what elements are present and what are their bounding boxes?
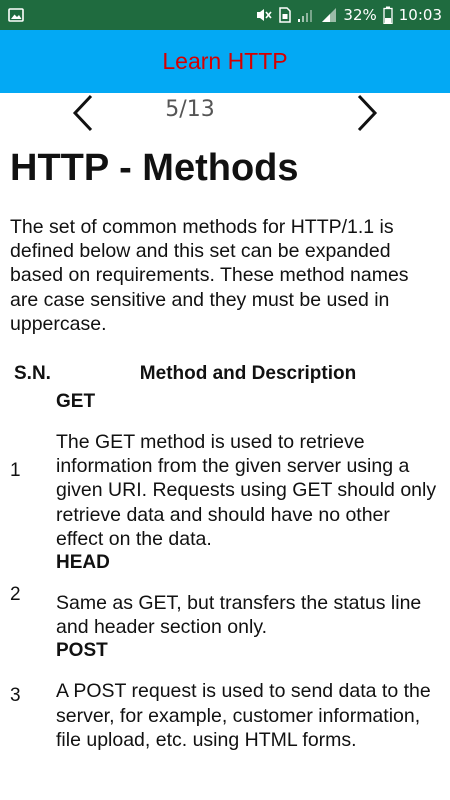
pager	[0, 93, 450, 135]
methods-table	[10, 358, 440, 752]
intro-paragraph: The set of common methods for HTTP/1.1 is defined below and this set can be expanded based on requirements. These method names are case sensitive and they must be used in uppercase.	[10, 216, 409, 335]
chevron-right-icon	[356, 94, 378, 136]
content	[10, 138, 440, 752]
image-icon	[8, 8, 24, 22]
page-title: HTTP - Methods	[10, 147, 299, 189]
status-bar	[0, 0, 450, 30]
chevron-left-icon	[72, 94, 94, 136]
table-header-row	[10, 358, 440, 390]
signal-icon	[321, 7, 337, 23]
battery-icon	[383, 6, 393, 24]
column-header-sn: S.N.	[14, 363, 51, 385]
app-title: Learn HTTP	[162, 48, 288, 74]
table-row	[10, 551, 440, 639]
page-counter: 5/13	[165, 97, 215, 122]
method-name: POST	[56, 640, 108, 662]
app-bar	[0, 30, 450, 93]
table-row	[10, 639, 440, 752]
status-left	[8, 8, 24, 22]
previous-page-button[interactable]	[66, 95, 100, 135]
table-row	[10, 390, 440, 551]
status-right	[255, 6, 442, 24]
next-page-button[interactable]	[350, 95, 384, 135]
method-cell	[56, 551, 440, 639]
method-cell	[56, 390, 440, 551]
battery-percent: 32%	[343, 6, 377, 24]
column-header-method: Method and Description	[139, 363, 357, 385]
method-description: Same as GET, but transfers the status line and header section only.	[56, 592, 422, 639]
clock: 10:03	[398, 6, 442, 24]
method-description: A POST request is used to send data to the server, for example, customer information, file upload, etc. using HTML forms.	[56, 680, 431, 751]
signal-icon	[297, 7, 315, 23]
method-description: The GET method is used to retrieve information from the given server using a given URI. Requests using GET should only retrieve data and should have no other effect on the data.	[56, 431, 437, 550]
method-name: GET	[56, 391, 96, 413]
row-number: 1	[10, 459, 21, 481]
method-cell	[56, 639, 440, 752]
row-number: 3	[10, 684, 21, 706]
row-number: 2	[10, 584, 21, 606]
mute-icon	[255, 7, 273, 23]
method-name: HEAD	[56, 552, 110, 574]
sim-icon	[279, 7, 291, 23]
